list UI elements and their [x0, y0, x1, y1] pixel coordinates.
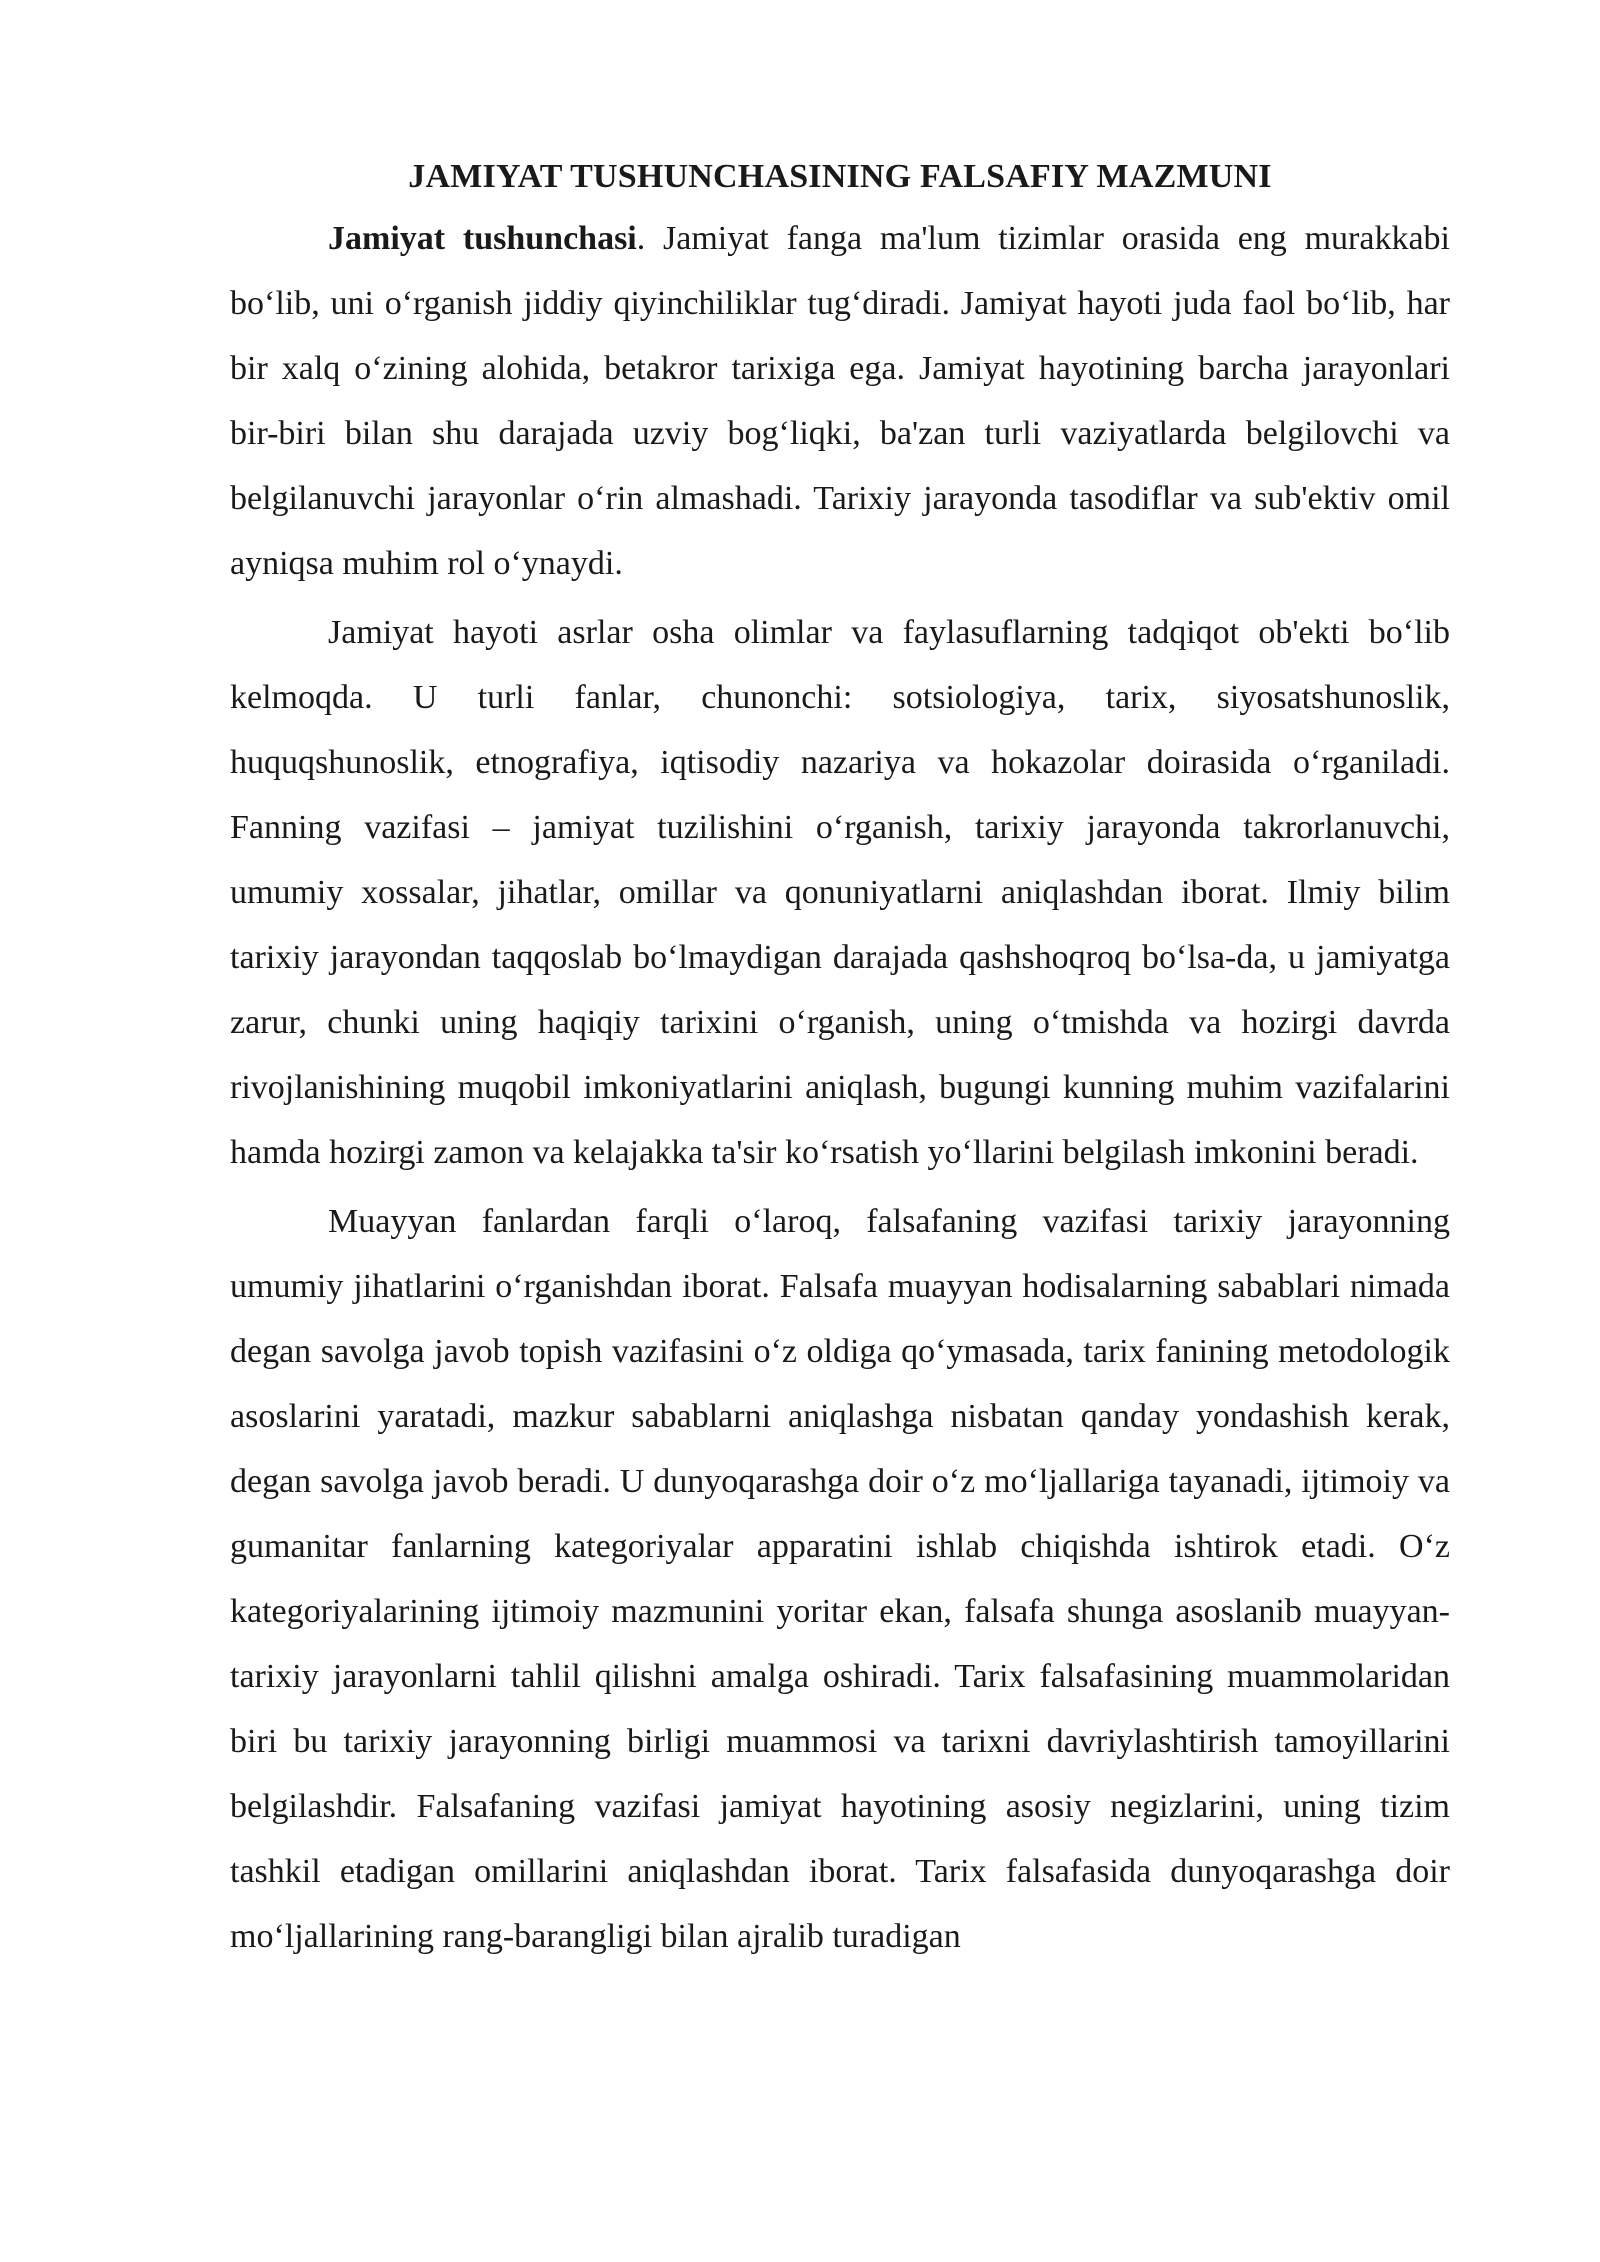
paragraph-2	[230, 600, 1450, 1185]
paragraph-1	[230, 206, 1450, 596]
document-body	[230, 148, 1450, 1973]
paragraph-3-text: Muayyan fanlardan farqli o‘laroq, falsafaning vazifasi tarixiy jarayonning umumiy jihatlarini o‘rganishdan iborat. Falsafa muayyan hodisalarning sabablari nimada degan savolga javob topish vazifasini o‘z oldiga qo‘ymasada, tarix fanining metodologik asoslarini yaratadi, mazkur sabablarni aniqlashga nisbatan qanday yondashish kerak, degan savolga javob beradi. U dunyoqarashga doir o‘z mo‘ljallariga tayanadi, ijtimoiy va gumanitar fanlarning kategoriyalar apparatini ishlab chiqishda ishtirok etadi. O‘z kategoriyalarining ijtimoiy mazmunini yoritar ekan, falsafa shunga asoslanib muayyan-tarixiy jarayonlarni tahlil qilishni amalga oshiradi. Tarix falsafasining muammolaridan biri bu tarixiy jarayonning birligi muammosi va tarixni davriylashtirish tamoyillarini belgilashdir. Falsafaning vazifasi jamiyat hayotining asosiy negizlarini, uning tizim tashkil etadigan omillarini aniqlashdan iborat. Tarix falsafasida dunyoqarashga doir mo‘ljallarining rang-barangligi bilan ajralib turadigan	[230, 1203, 1450, 1955]
paragraph-3	[230, 1189, 1450, 1969]
paragraph-1-lead: Jamiyat tushunchasi	[328, 220, 637, 257]
document-title: JAMIYAT TUSHUNCHASINING FALSAFIY MAZMUNI	[408, 158, 1272, 195]
paragraph-2-text: Jamiyat hayoti asrlar osha olimlar va faylasuflarning tadqiqot ob'ekti bo‘lib kelmoqda. U turli fanlar, chunonchi: sotsiologiya, tarix, siyosatshunoslik, huquqshunoslik, etnografiya, iqtisodiy nazariya va hokazolar doirasida o‘rganiladi. Fanning vazifasi – jamiyat tuzilishini o‘rganish, tarixiy jarayonda takrorlanuvchi, umumiy xossalar, jihatlar, omillar va qonuniyatlarni aniqlashdan iborat. Ilmiy bilim tarixiy jarayondan taqqoslab bo‘lmaydigan darajada qashshoqroq bo‘lsa-da, u jamiyatga zarur, chunki uning haqiqiy tarixini o‘rganish, uning o‘tmishda va hozirgi davrda rivojlanishining muqobil imkoniyatlarini aniqlash, bugungi kunning muhim vazifalarini hamda hozirgi zamon va kelajakka ta'sir ko‘rsatish yo‘llarini belgilash imkonini beradi.	[230, 614, 1450, 1171]
paragraph-1-text: . Jamiyat fanga ma'lum tizimlar orasida eng murakkabi bo‘lib, uni o‘rganish jiddiy qiyinchiliklar tug‘diradi. Jamiyat hayoti juda faol bo‘lib, har bir xalq o‘zining alohida, betakror tarixiga ega. Jamiyat hayotining barcha jarayonlari bir-biri bilan shu darajada uzviy bog‘liqki, ba'zan turli vaziyatlarda belgilovchi va belgilanuvchi jarayonlar o‘rin almashadi. Tarixiy jarayonda tasodiflar va sub'ektiv omil ayniqsa muhim rol o‘ynaydi.	[230, 220, 1450, 582]
